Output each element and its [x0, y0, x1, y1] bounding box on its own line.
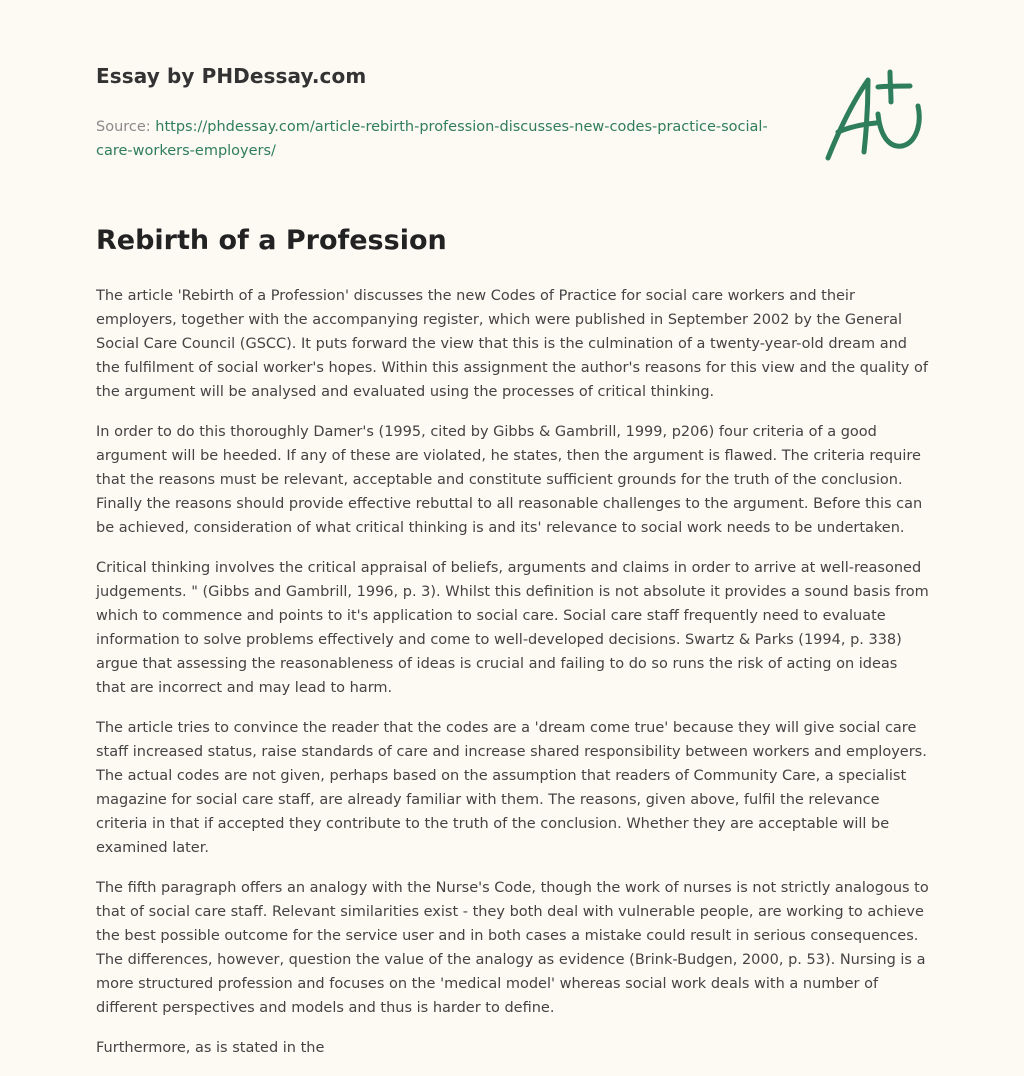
site-title: Essay by PHDessay.com	[96, 64, 367, 88]
page-header	[96, 64, 796, 163]
paragraph: Critical thinking involves the critical appraisal of beliefs, arguments and claims in order to arrive at well-reasoned judgements. " (Gibbs and Gambrill, 1996, p. 3). Whilst this definition is not absolute it provides a sound basis from which to commence and points to it's application to social care. Social care staff frequently need to evaluate information to solve problems effectively and come to well-developed decisions. Swartz & Parks (1994, p. 338) argue that assessing the reasonableness of ideas is crucial and failing to do so runs the risk of acting on ideas that are incorrect and may lead to harm.	[96, 560, 929, 696]
paragraph: The fifth paragraph offers an analogy with the Nurse's Code, though the work of nurses is not strictly analogous to that of social care staff. Relevant similarities exist - they both deal with vulnerable people, are working to achieve the best possible outcome for the service user and in both cases a mistake could result in serious consequences. The differences, however, question the value of the analogy as evidence (Brink-Budgen, 2000, p. 53). Nursing is a more structured profession and focuses on the 'medical model' whereas social work deals with a number of different perspectives and models and thus is harder to define.	[96, 880, 929, 1016]
paragraph: The article tries to convince the reader that the codes are a 'dream come true' because they will give social care staff increased status, raise standards of care and increase shared responsibility between workers and employers. The actual codes are not given, perhaps based on the assumption that readers of Community Care, a specialist magazine for social care staff, are already familiar with them. The reasons, given above, fulfil the relevance criteria in that if accepted they contribute to the truth of the conclusion. Whether they are acceptable will be examined later.	[96, 720, 927, 856]
source-link[interactable]: https://phdessay.com/article-rebirth-profession-discusses-new-codes-practice-social-care-workers-employers/	[96, 119, 768, 159]
a-plus-grade-logo-icon	[818, 66, 930, 166]
source-label: Source:	[96, 119, 151, 135]
paragraph: In order to do this thoroughly Damer's (1995, cited by Gibbs & Gambrill, 1999, p206) four criteria of a good argument will be heeded. If any of these are violated, he states, then the argument is flawed. The criteria require that the reasons must be relevant, acceptable and constitute sufficient grounds for the truth of the conclusion. Finally the reasons should provide effective rebuttal to all reasonable challenges to the argument. Before this can be achieved, consideration of what critical thinking is and its' relevance to social work needs to be undertaken.	[96, 424, 923, 536]
paragraph: The article 'Rebirth of a Profession' discusses the new Codes of Practice for social care workers and their employers, together with the accompanying register, which were published in September 2002 by the General Social Care Council (GSCC). It puts forward the view that this is the culmination of a twenty-year-old dream and the fulfilment of social worker's hopes. Within this assignment the author's reasons for this view and the quality of the argument will be analysed and evaluated using the processes of critical thinking.	[96, 288, 928, 400]
source-line	[96, 115, 796, 163]
paragraph: Furthermore, as is stated in the	[96, 1040, 325, 1056]
essay-body	[96, 284, 930, 1076]
essay-title: Rebirth of a Profession	[96, 225, 447, 256]
